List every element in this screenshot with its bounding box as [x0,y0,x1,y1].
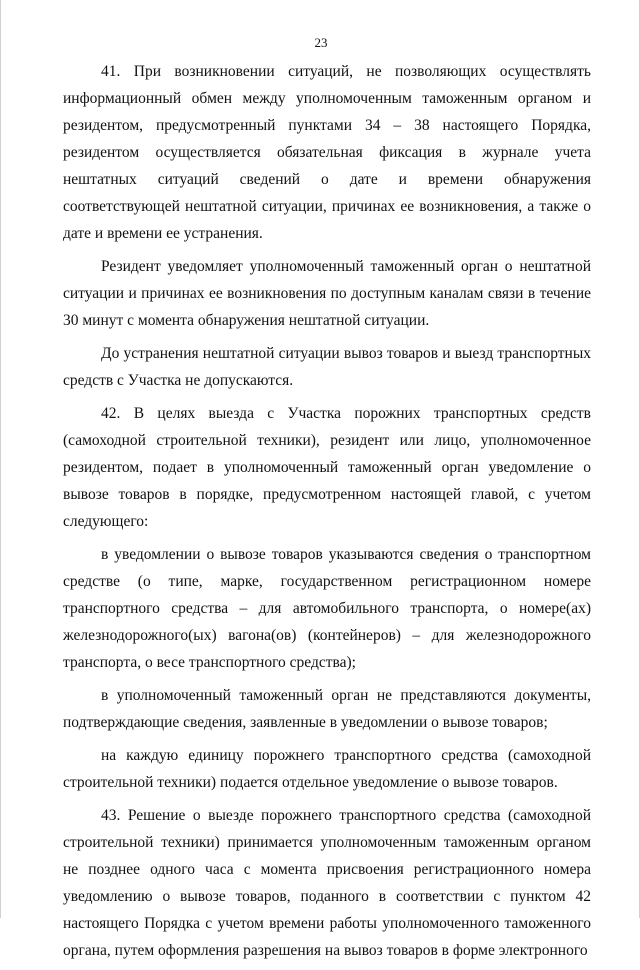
paragraph-42-item-2: в уполномоченный таможенный орган не представляются документы, подтверждающие сведения, заявленные в уведомлении о вывозе товаров; [63,687,591,731]
paragraph-42-item-1: в уведомлении о вывозе товаров указываются сведения о транспортном средстве (о типе, марке, государственном регистрационном номере транспортного средства – для автомобильного транспорта, о номере(ах) железнодорожного(ых) вагона(ов) (контейнеров) – для железнодорожного транспорта, о весе транспортного средства); [63,546,591,671]
paragraph-41: 41. При возникновении ситуаций, не позволяющих осуществлять информационный обмен между уполномоченным таможенным органом и резидентом, предусмотренный пунктами 34 – 38 настоящего Порядка, резидентом осуществляется обязательная фиксация в журнале учета нештатных ситуаций сведений о дате и времени обнаружения соответствующей нештатной ситуации, причинах ее возникновения, а также о дате и времени ее устранения. [63,63,591,242]
paragraph-42: 42. В целях выезда с Участка порожних транспортных средств (самоходной строительной техники), резидент или лицо, уполномоченное резидентом, подает в уполномоченный таможенный орган уведомление о вывозе товаров в порядке, предусмотренном настоящей главой, с учетом следующего: [63,405,591,530]
paragraph-43: 43. Решение о выезде порожнего транспортного средства (самоходной строительной техники) принимается уполномоченным таможенным органом не позднее одного часа с момента присвоения регистрационного номера уведомлению о вывозе товаров, поданного в соответствии с пунктом 42 настоящего Порядка с учетом времени работы уполномоченного таможенного органа, путем оформления разрешения на вывоз товаров в форме электронного [63,807,591,959]
document-body [63,58,591,970]
paragraph-41-restriction: До устранения нештатной ситуации вывоз товаров и выезд транспортных средств с Участка не допускаются. [63,345,591,389]
page-number: 23 [314,35,328,50]
paragraph-42-item-3: на каждую единицу порожнего транспортного средства (самоходной строительной техники) подается отдельное уведомление о вывозе товаров. [63,747,591,791]
paragraph-41-notification: Резидент уведомляет уполномоченный таможенный орган о нештатной ситуации и причинах ее возникновения по доступным каналам связи в течение 30 минут с момента обнаружения нештатной ситуации. [63,258,591,329]
